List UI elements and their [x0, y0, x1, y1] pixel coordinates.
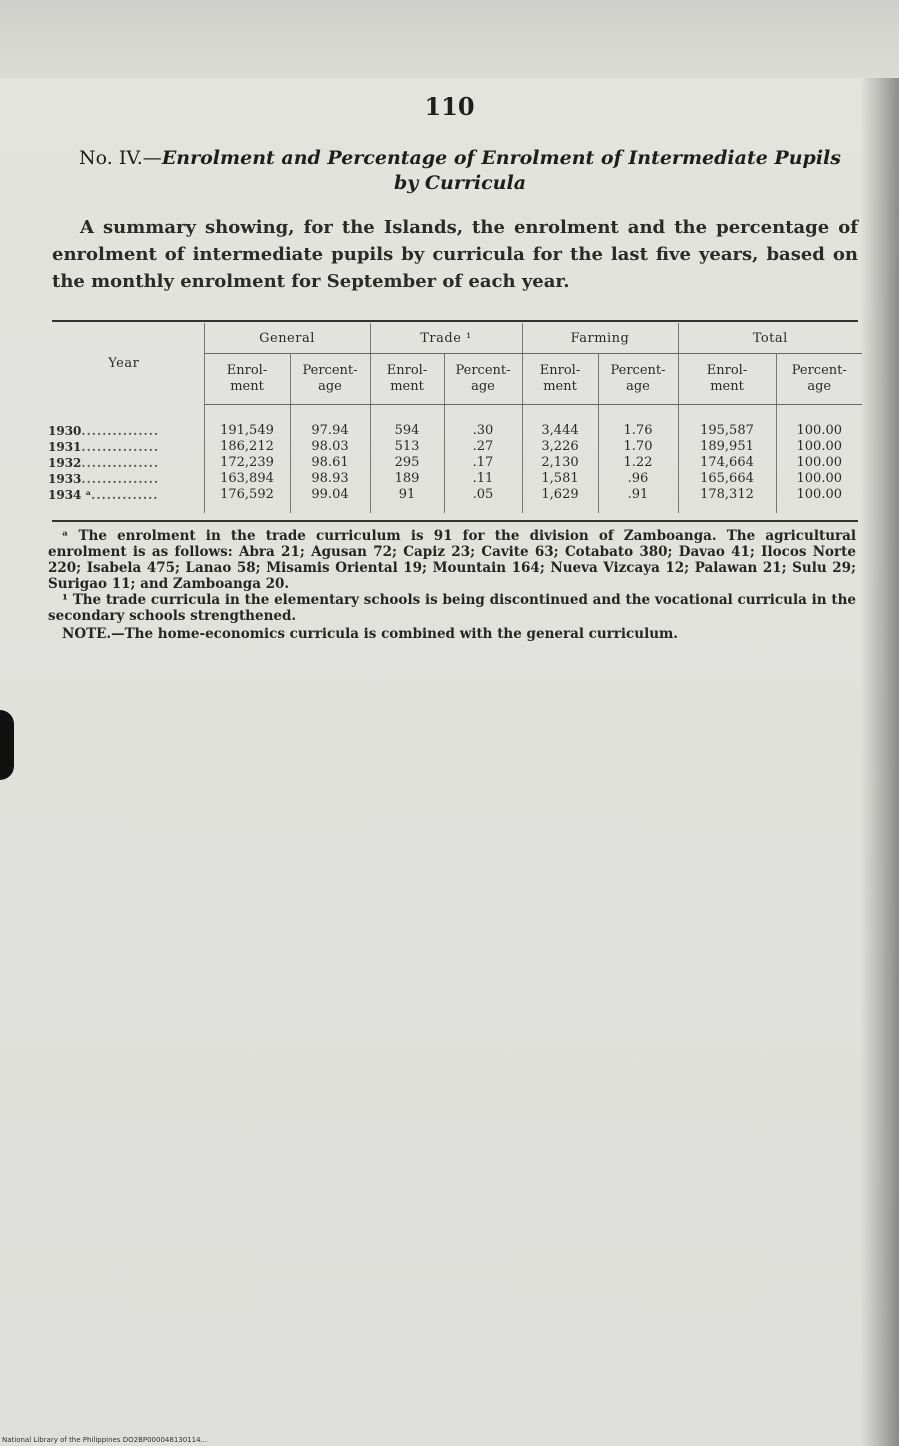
trade-enrolment-cell: 594	[370, 405, 444, 440]
total-enrolment-cell: 189,951	[678, 439, 776, 455]
enrolment-table	[44, 323, 862, 513]
footnote-a: ᵃ The enrolment in the trade curriculum is 91 for the division of Zamboanga. The agricultural enrolment is as follows: Abra 21; Agusan 72; Capiz 23; Cavite 63; Cotabato 380; Davao 41; Ilocos Norte 220; Isabela 475; Lanao 58; Misamis Oriental 19; Mountain 164; Nueva Vizcaya 12; Palawan 21; Sulu 29; Surigao 11; and Zamboanga 20.	[48, 528, 856, 592]
title-line-2: by Curricula	[393, 172, 527, 194]
farming-enrolment-cell: 3,226	[522, 439, 598, 455]
total-enrolment-cell: 165,664	[678, 471, 776, 487]
title-line-1: Enrolment and Percentage of Enrolment of Intermediate Pupils	[161, 147, 841, 169]
table-row	[44, 439, 862, 455]
library-credit: National Library of the Philippines DO2BP000048130114...	[2, 1436, 208, 1444]
total-percentage-cell: 100.00	[776, 455, 862, 471]
group-header-general: General	[204, 323, 370, 354]
sub-header-percentage: Percent- age	[444, 354, 522, 405]
table-title	[60, 146, 860, 196]
table-top-rule	[52, 320, 858, 322]
farming-percentage-cell: 1.70	[598, 439, 678, 455]
page-number: 110	[424, 92, 475, 121]
year-cell: 1934 ᵃ	[48, 488, 92, 502]
dot-leader: ...............	[81, 440, 160, 454]
trade-enrolment-cell: 513	[370, 439, 444, 455]
farming-percentage-cell: 1.76	[598, 405, 678, 440]
footnotes	[48, 528, 856, 642]
farming-percentage-cell: 1.22	[598, 455, 678, 471]
year-cell: 1931	[48, 440, 82, 454]
farming-percentage-cell: .96	[598, 471, 678, 487]
farming-percentage-cell: .91	[598, 487, 678, 513]
general-percentage-cell: 98.93	[290, 471, 370, 487]
year-header: Year	[108, 356, 140, 372]
note: NOTE.—The home-economics curricula is combined with the general curriculum.	[62, 626, 679, 642]
table-row	[44, 455, 862, 471]
year-cell: 1930	[48, 423, 82, 438]
general-percentage-cell: 98.03	[290, 439, 370, 455]
table-row	[44, 487, 862, 513]
sub-header-percentage: Percent- age	[776, 354, 862, 405]
trade-percentage-cell: .17	[444, 455, 522, 471]
table-bottom-rule	[52, 520, 858, 522]
sub-header-enrolment: Enrol- ment	[204, 354, 290, 405]
farming-enrolment-cell: 3,444	[522, 405, 598, 440]
title-prefix: No. IV.—	[79, 147, 162, 169]
footnote-1: ¹ The trade curricula in the elementary schools is being discontinued and the vocational curricula in the secondary schools strengthened.	[48, 592, 856, 624]
total-percentage-cell: 100.00	[776, 439, 862, 455]
scan-binding-mark	[0, 710, 14, 780]
general-enrolment-cell: 172,239	[204, 455, 290, 471]
group-header-trade: Trade ¹	[370, 323, 522, 354]
trade-enrolment-cell: 189	[370, 471, 444, 487]
table-row	[44, 471, 862, 487]
total-percentage-cell: 100.00	[776, 471, 862, 487]
total-enrolment-cell: 174,664	[678, 455, 776, 471]
sub-header-enrolment: Enrol- ment	[370, 354, 444, 405]
general-enrolment-cell: 191,549	[204, 405, 290, 440]
group-header-total: Total	[678, 323, 862, 354]
farming-enrolment-cell: 2,130	[522, 455, 598, 471]
general-percentage-cell: 98.61	[290, 455, 370, 471]
scan-shadow-band	[0, 0, 899, 78]
dot-leader: ...............	[81, 423, 160, 438]
group-header-farming: Farming	[522, 323, 678, 354]
table-row	[44, 405, 862, 440]
sub-header-percentage: Percent- age	[290, 354, 370, 405]
general-enrolment-cell: 176,592	[204, 487, 290, 513]
trade-enrolment-cell: 295	[370, 455, 444, 471]
year-cell: 1932	[48, 456, 82, 470]
dot-leader: ...............	[81, 456, 160, 470]
summary-paragraph: A summary showing, for the Islands, the enrolment and the percentage of enrolment of intermediate pupils by curricula for the last five years, based on the monthly enrolment for September of each year.	[52, 217, 858, 292]
sub-header-percentage: Percent- age	[598, 354, 678, 405]
total-percentage-cell: 100.00	[776, 487, 862, 513]
year-cell: 1933	[48, 472, 82, 486]
total-enrolment-cell: 178,312	[678, 487, 776, 513]
general-enrolment-cell: 186,212	[204, 439, 290, 455]
sub-header-enrolment: Enrol- ment	[678, 354, 776, 405]
trade-percentage-cell: .30	[444, 405, 522, 440]
total-percentage-cell: 100.00	[776, 405, 862, 440]
trade-percentage-cell: .11	[444, 471, 522, 487]
farming-enrolment-cell: 1,581	[522, 471, 598, 487]
trade-enrolment-cell: 91	[370, 487, 444, 513]
trade-percentage-cell: .05	[444, 487, 522, 513]
farming-enrolment-cell: 1,629	[522, 487, 598, 513]
dot-leader: .............	[91, 488, 159, 502]
general-enrolment-cell: 163,894	[204, 471, 290, 487]
general-percentage-cell: 97.94	[290, 405, 370, 440]
dot-leader: ...............	[81, 472, 160, 486]
trade-percentage-cell: .27	[444, 439, 522, 455]
general-percentage-cell: 99.04	[290, 487, 370, 513]
sub-header-enrolment: Enrol- ment	[522, 354, 598, 405]
total-enrolment-cell: 195,587	[678, 405, 776, 440]
